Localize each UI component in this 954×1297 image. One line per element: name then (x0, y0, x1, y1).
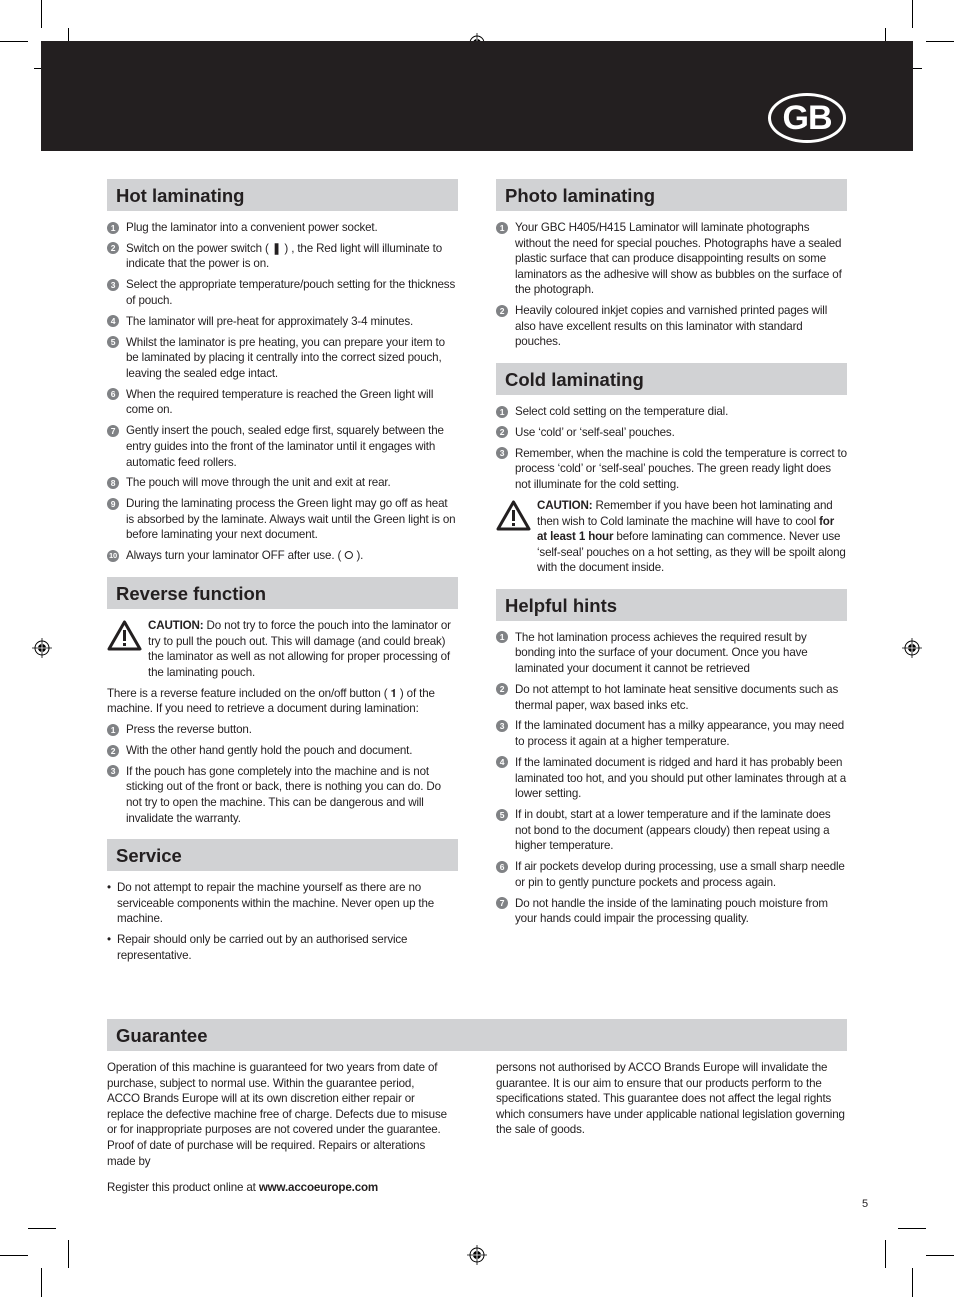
list-item: 7 Do not handle the inside of the laminating pouch moisture from your hands could impair the processing quality. (496, 896, 847, 927)
registration-mark-icon (902, 638, 922, 658)
section-title: Service (107, 839, 458, 871)
hot-laminating-section (107, 179, 458, 564)
left-column (107, 179, 458, 969)
right-column (496, 179, 847, 932)
list-item: 2 Do not attempt to hot laminate heat sensitive documents such as thermal paper, wax based inks etc. (496, 682, 847, 713)
step-number: 6 (496, 861, 508, 873)
photo-laminating-section (496, 179, 847, 350)
step-number: 9 (107, 498, 119, 510)
caution-note: CAUTION: Do not try to force the pouch into the laminator or try to pull the pouch out. This will damage (and could break) the laminator as well as not allowing for proper processing of the laminating pouch. (107, 618, 458, 680)
step-number: 3 (107, 279, 119, 291)
list-item: 8 The pouch will move through the unit and exit at rear. (107, 475, 458, 491)
language-badge: GB (768, 93, 846, 143)
registration-mark-icon (32, 638, 52, 658)
crop-mark (0, 1255, 28, 1256)
list-item: 1 Your GBC H405/H415 Laminator will laminate photographs without the need for special pouches. Photographs have a sealed plastic surface that can produce disappointing results on some laminators as the adhesive will show as bubbles on the surface of the photograph. (496, 220, 847, 298)
list-item: 6 If air pockets develop during processing, use a small sharp needle or pin to gently puncture pockets and process again. (496, 859, 847, 890)
step-number: 4 (496, 756, 508, 768)
step-number: 6 (107, 388, 119, 400)
crop-mark (885, 1240, 886, 1268)
list-item: • Repair should only be carried out by an authorised service representative. (107, 933, 408, 962)
guarantee-text-right: persons not authorised by ACCO Brands Europe will invalidate the guarantee. It is our aim to ensure that our products perform to the specifications stated. This guarantee does not affect the legal rights which consumers have under applicable national legislation governing the sale of goods. (496, 1061, 845, 1137)
page-number: 5 (862, 1198, 869, 1210)
register-line: Register this product online at www.accoeurope.com (107, 1181, 379, 1195)
step-number: 1 (496, 222, 508, 234)
list-item: 3 If the laminated document has a milky appearance, you may need to process it again at a higher temperature. (496, 718, 847, 749)
register-link[interactable]: www.accoeurope.com (258, 1181, 379, 1195)
crop-mark (898, 1228, 926, 1229)
list-item: 4 If the laminated document is ridged and hard it has probably been laminated too hot, and you should put other laminates through at a lower setting. (496, 755, 847, 802)
step-number: 5 (107, 336, 119, 348)
crop-mark (28, 1228, 56, 1229)
step-number: 1 (496, 631, 508, 643)
list-item: 1 Select cold setting on the temperature dial. (496, 404, 847, 420)
step-number: 10 (108, 550, 118, 560)
bullet: • (107, 881, 111, 895)
list-item: 6 When the required temperature is reached the Green light will come on. (107, 387, 458, 418)
list-item: 5 Whilst the laminator is pre heating, you can prepare your item to be laminated by placing it centrally into the correct sized pouch, leaving the sealed edge intact. (107, 335, 458, 382)
step-number: 2 (496, 305, 508, 317)
list-item: 1 Plug the laminator into a convenient power socket. (107, 220, 458, 236)
list-item: 2 Heavily coloured inkjet copies and varnished printed pages will also have excellent results on this laminator with standard pouches. (496, 303, 847, 350)
hot-laminating-list (107, 220, 458, 564)
crop-mark (41, 1268, 42, 1297)
reverse-intro: There is a reverse feature included on the on/off button ( 𝟏 ) of the machine. If you need to retrieve a document during lamination: (107, 686, 435, 716)
crop-mark (41, 0, 42, 28)
crop-mark (926, 1255, 954, 1256)
step-number: 2 (496, 683, 508, 695)
list-item: 2 Use ‘cold’ or ‘self-seal’ pouches. (496, 425, 847, 441)
list-item: 2 Switch on the power switch ( ❚ ) , the Red light will illuminate to indicate that the power is on. (107, 241, 458, 272)
list-item: 3 Select the appropriate temperature/pouch setting for the thickness of pouch. (107, 277, 458, 308)
step-number: 4 (107, 315, 119, 327)
list-item: 9 During the laminating process the Green light may go off as heat is absorbed by the laminate. Always wait until the Green light is on before laminating your next document. (107, 496, 458, 543)
crop-mark (912, 0, 913, 28)
section-title: Hot laminating (107, 179, 458, 211)
guarantee-section (107, 1019, 847, 1201)
bullet: • (107, 933, 111, 947)
step-number: 7 (107, 425, 119, 437)
crop-mark (68, 1240, 69, 1268)
step-number: 2 (107, 242, 119, 254)
section-title: Guarantee (107, 1019, 847, 1051)
list-item: 4 The laminator will pre-heat for approximately 3-4 minutes. (107, 314, 458, 330)
registration-mark-icon (467, 1245, 487, 1265)
list-item: • Do not attempt to repair the machine yourself as there are no serviceable components within the machine. Never open up the machine. (107, 881, 435, 926)
cold-laminating-section (496, 363, 847, 576)
reverse-function-section (107, 577, 458, 826)
crop-mark (912, 1268, 913, 1297)
step-number: 3 (496, 720, 508, 732)
list-item: 3 Remember, when the machine is cold the temperature is correct to process ‘cold’ or ‘self-seal’ pouches. The green ready light does not illuminate for the cold setting. (496, 446, 847, 493)
list-item: 7 Gently insert the pouch, sealed edge first, squarely between the entry guides into the front of the laminator until it engages with automatic feed rollers. (107, 423, 458, 470)
list-item: 3 If the pouch has gone completely into the machine and is not sticking out of the front or back, there is nothing you can do. Do not try to open the machine. This can be dangerous and will invalidate the warranty. (107, 764, 458, 826)
step-number: 2 (496, 426, 508, 438)
section-title: Helpful hints (496, 589, 847, 621)
warning-icon (496, 498, 537, 576)
list-item: 1 Press the reverse button. (107, 722, 458, 738)
step-number: 8 (107, 477, 119, 489)
service-section (107, 839, 458, 963)
list-item: 1 The hot lamination process achieves the required result by bonding into the surface of your document. Once you have laminated your document it cannot be retrieved (496, 630, 847, 677)
step-number: 2 (107, 745, 119, 757)
step-number: 3 (496, 447, 508, 459)
guarantee-text-left: Operation of this machine is guaranteed for two years from date of purchase, subject to normal use. Within the guarantee period, ACCO Brands Europe will at its own discretion either repair or replace the defective machine free of charge. Defects due to misuse or for inappropriate purposes are not covered under the guarantee. Proof of date of purchase will be required. Repairs or alterations made by (107, 1061, 447, 1168)
section-title: Photo laminating (496, 179, 847, 211)
section-title: Cold laminating (496, 363, 847, 395)
list-item: 10 Always turn your laminator OFF after use. ( ⭘ ). (108, 549, 364, 563)
caution-note: CAUTION: Remember if you have been hot laminating and then wish to Cold laminate the machine will have to cool for at least 1 hour before laminating can commence. Never use ‘self-seal’ pouches on a hot setting, as they will be spoilt along with the document inside. (496, 498, 847, 576)
step-number: 1 (496, 406, 508, 418)
step-number: 1 (107, 222, 119, 234)
crop-mark (926, 41, 954, 42)
section-title: Reverse function (107, 577, 458, 609)
helpful-hints-section (496, 589, 847, 927)
list-item: 5 If in doubt, start at a lower temperature and if the laminate does not bond to the document (appears cloudy) then repeat using a higher temperature. (496, 807, 847, 854)
step-number: 1 (107, 724, 119, 736)
crop-mark (0, 41, 28, 42)
warning-icon (107, 618, 148, 680)
step-number: 3 (107, 765, 119, 777)
step-number: 5 (496, 809, 508, 821)
list-item: 2 With the other hand gently hold the pouch and document. (107, 743, 458, 759)
step-number: 7 (496, 897, 508, 909)
